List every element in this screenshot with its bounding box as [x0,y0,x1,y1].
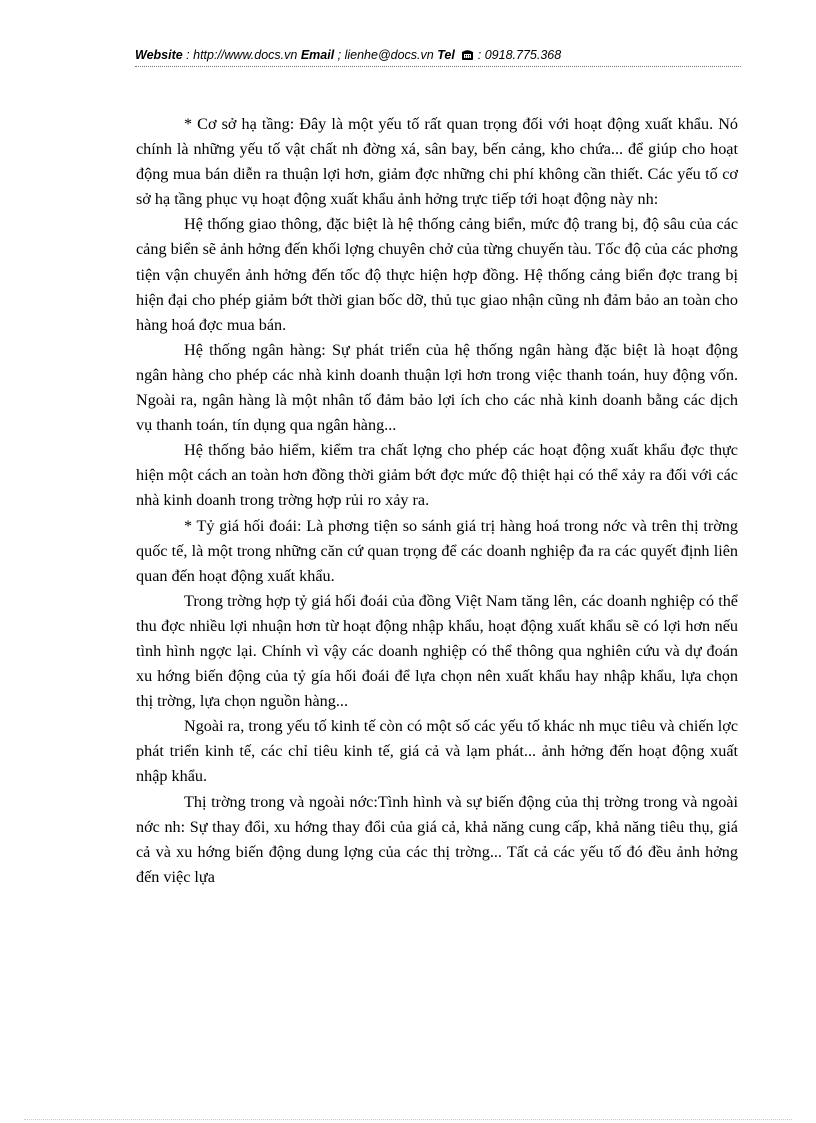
paragraph: Hệ thống bảo hiểm, kiểm tra chất lợng cho phép các hoạt động xuất khẩu đợc thực hiện một cách an toàn hơn đồng thời giảm bớt đợc mức độ thiệt hại có thể xảy ra đối với các nhà kinh doanh trong trờng hợp rủi ro xảy ra. [136,441,738,510]
paragraph: * Cơ sở hạ tầng: Đây là một yếu tố rất quan trọng đối với hoạt động xuất khẩu. Nó chính là những yếu tố vật chất nh đờng xá, sân bay, bến cảng, kho chứa... để giúp cho hoạt động mua bán diễn ra thuận lợi hơn, giảm đợc những chi phí không cần thiết. Các yếu tố cơ sở hạ tầng phục vụ hoạt động xuất khẩu ảnh hởng trực tiếp tới hoạt động này nh: [136,115,738,209]
email-address[interactable]: ; lienhe@docs.vn [334,48,438,62]
paragraph: * Tỷ giá hối đoái: Là phơng tiện so sánh giá trị hàng hoá trong nớc và trên thị trờng quốc tế, là một trong những căn cứ quan trọng để các doanh nghiệp đa ra các quyết định liên quan đến hoạt động xuất khẩu. [136,516,738,585]
phone-icon [461,49,474,64]
paragraph: Ngoài ra, trong yếu tố kinh tế còn có một số các yếu tố khác nh mục tiêu và chiến lợc phát triển kinh tế, các chỉ tiêu kinh tế, giá cả và lạm phát... ảnh hởng đến hoạt động xuất nhập khẩu. [136,717,738,786]
paragraph: Thị trờng trong và ngoài nớc:Tình hình và sự biến động của thị trờng trong và ngoài nớc nh: Sự thay đổi, xu hớng thay đổi của giá cả, khả năng cung cấp, khả năng tiêu thụ, giá cả và xu hớng biến động dung lợng của các thị trờng... Tất cả các yếu tố đó đều ảnh hởng đến việc lựa [136,792,738,886]
tel-label: Tel [437,48,455,62]
paragraph: Hệ thống giao thông, đặc biệt là hệ thống cảng biển, mức độ trang bị, độ sâu của các cảng biển sẽ ảnh hởng đến khối lợng chuyên chở của từng chuyến tàu. Tốc độ của các phơng tiện vận chuyển ảnh hởng đến tốc độ thực hiện hợp đồng. Hệ thống cảng biển đợc trang bị hiện đại cho phép giảm bớt thời gian bốc dỡ, thủ tục giao nhận cũng nh đảm bảo an toàn cho hàng hoá đợc mua bán. [136,215,738,334]
website-label: Website [135,48,183,62]
header-divider [135,66,741,67]
document-body [136,112,738,890]
paragraph: Hệ thống ngân hàng: Sự phát triển của hệ thống ngân hàng đặc biệt là hoạt động ngân hàng cho phép các nhà kinh doanh thuận lợi hơn trong việc thanh toán, huy động vốn. Ngoài ra, ngân hàng là một nhân tố đảm bảo lợi ích cho các nhà kinh doanh bằng các dịch vụ thanh toán, tín dụng qua ngân hàng... [136,340,738,435]
tel-number: : 0918.775.368 [474,48,562,62]
page-header [135,48,741,64]
paragraph: Trong trờng hợp tỷ giá hối đoái của đồng Việt Nam tăng lên, các doanh nghiệp có thể thu đợc nhiều lợi nhuận hơn từ hoạt động nhập khẩu, hoạt động xuất khẩu sẽ có lợi hơn nếu tình hình ngợc lại. Chính vì vậy các doanh nghiệp có thể thông qua nghiên cứu và dự đoán xu hớng biến động của tỷ gía hối đoái để lựa chọn nên xuất khẩu hay nhập khẩu, lựa chọn thị trờng, lựa chọn nguồn hàng... [136,591,738,711]
website-url[interactable]: : http://www.docs.vn [182,48,301,62]
footer-divider [24,1119,792,1120]
email-label: Email [300,48,335,62]
